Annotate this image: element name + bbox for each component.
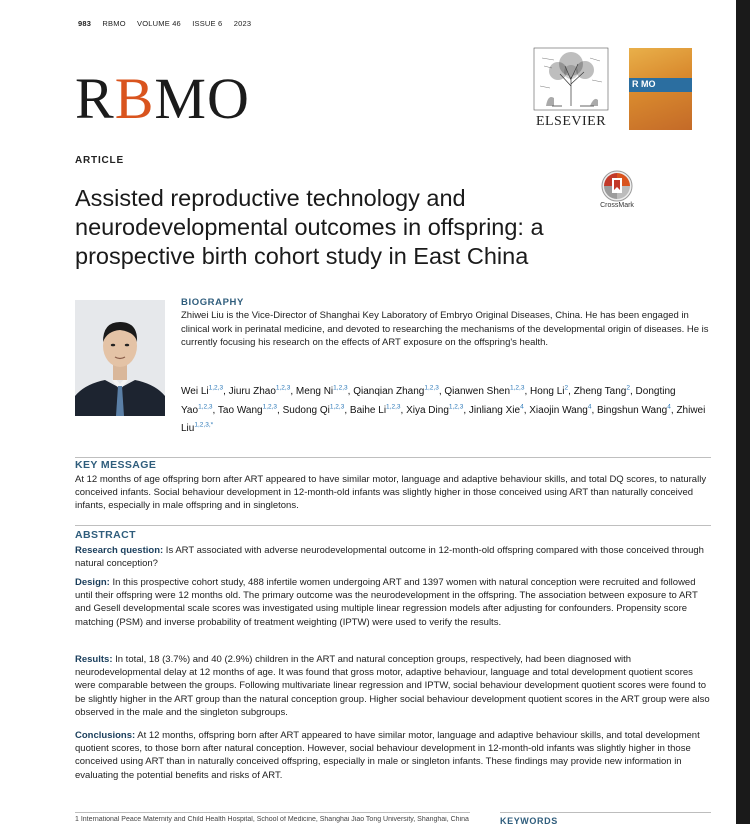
elsevier-tree-icon	[532, 46, 610, 112]
author-list	[181, 381, 711, 437]
author-affiliation: 1,2,3,*	[194, 422, 214, 430]
author-name: Xiaojin Wang	[529, 404, 588, 416]
logo-letter-r: R	[75, 66, 115, 131]
journal-logo[interactable]	[75, 66, 250, 131]
author-affiliation: 1,2,3	[329, 403, 345, 411]
research-question-text: Is ART associated with adverse neurodevelopmental outcome in 12-month-old offspring compared with those conceived through natural conception?	[75, 545, 704, 570]
author-separator: ,	[523, 404, 530, 416]
design-label: Design:	[75, 577, 110, 588]
author-separator: ,	[400, 404, 407, 416]
author-separator: ,	[670, 404, 677, 416]
footnote-divider	[75, 812, 470, 813]
keywords-divider	[500, 812, 711, 813]
author-separator: ,	[347, 386, 354, 398]
author-name: Zhiwei Liu	[181, 404, 706, 435]
author-name: Xiya Ding	[406, 404, 449, 416]
journal-abbrev: RBMO	[102, 19, 126, 28]
design-text: In this prospective cohort study, 488 infertile women undergoing ART and 1397 women with natural conception were recruited and followed until their offspring were 12 months old. The primary outcome was the neurodevelopment in the offspring. The association between exposure to ART and Gesell developmental scale scores was investigated using multiple linear regression models after adjusting for confounders. Propensity score matching (PSM) and inverse probability of treatment weighting (IPTW) were used to verify the results.	[75, 577, 698, 628]
author-affiliation: 4	[520, 403, 524, 411]
abstract-results	[75, 653, 711, 719]
author-photo	[75, 300, 165, 416]
author-affiliation: 1,2,3	[198, 403, 213, 411]
author-name: Hong Li	[530, 386, 565, 398]
running-head	[78, 19, 260, 28]
author[interactable]	[296, 386, 353, 397]
viewer-edge	[736, 0, 750, 824]
conclusions-text: At 12 months, offspring born after ART appeared to have similar motor, language and adaptive behaviour skills, and total development quotient scores, to those born after natural conception. However, social behaviour development in 12-month-old infants was slightly higher in those conceived using ART than in naturally conceived offspring, especially in male or singleton infants. These findings may provide new information in evaluating the potential benefits and risks of ART.	[75, 730, 700, 781]
year: 2023	[233, 19, 252, 28]
author[interactable]	[530, 386, 574, 397]
logo-letter-b: B	[114, 66, 155, 131]
author-name: Meng Ni	[295, 386, 334, 398]
author-name: Wei Li	[181, 386, 209, 398]
abstract-heading: ABSTRACT	[75, 529, 136, 541]
divider	[75, 525, 711, 526]
author-affiliation: 4	[667, 403, 671, 411]
author-name: Jinliang Xie	[468, 404, 521, 416]
author-name: Baihe Li	[349, 404, 387, 416]
logo-letters-mo: MO	[154, 66, 250, 131]
author-portrait-image	[75, 300, 165, 416]
author-separator: ,	[524, 386, 531, 398]
author-name: Dongting Yao	[181, 386, 676, 416]
abstract-conclusions	[75, 729, 711, 782]
crossmark-badge[interactable]	[597, 170, 637, 212]
author-affiliation: 1,2,3	[208, 385, 224, 392]
journal-cover-thumbnail[interactable]	[629, 48, 692, 130]
key-message-text: At 12 months of age offspring born after ART appeared to have similar motor, language and adaptive behaviour skills, and total DQ scores, to naturally conceived infants. Social behaviour development in 12-month-old infants was slightly higher in those conceived using ART than naturally conceived infants, especially in male offspring and in singletons.	[75, 474, 707, 512]
key-message-heading: KEY MESSAGE	[75, 459, 157, 471]
crossmark-label: CrossMark	[600, 202, 634, 209]
results-label: Results:	[75, 654, 113, 665]
author-name: Bingshun Wang	[597, 404, 668, 416]
crossmark-icon	[597, 170, 637, 202]
issue: ISSUE 6	[192, 19, 223, 28]
author-affiliation: 1,2,3	[424, 385, 439, 392]
author[interactable]	[444, 386, 530, 397]
author-separator: ,	[223, 386, 229, 398]
research-question-label: Research question:	[75, 545, 164, 556]
conclusions-label: Conclusions:	[75, 730, 136, 741]
author-name: Zheng Tang	[573, 386, 627, 398]
author-affiliation: 1,2,3	[510, 385, 525, 392]
author[interactable]	[597, 405, 676, 416]
author-separator: ,	[290, 386, 296, 398]
abstract-design	[75, 576, 711, 629]
author-affiliation: 1,2,3	[275, 385, 291, 392]
article-title: Assisted reproductive technology and neurodevelopmental outcomes in offspring: a prospective birth cohort study in East China	[75, 185, 544, 269]
author[interactable]	[181, 386, 229, 397]
elsevier-logo[interactable]	[532, 46, 610, 130]
author-separator: ,	[568, 386, 574, 398]
author[interactable]	[529, 405, 597, 416]
author-separator: ,	[212, 404, 218, 416]
author-affiliation: 1,2,3	[262, 403, 278, 411]
author[interactable]	[353, 386, 444, 397]
author-separator: ,	[591, 404, 598, 416]
author[interactable]	[283, 405, 350, 416]
author-affiliation: 2	[564, 385, 569, 392]
cover-title: R MO	[632, 79, 656, 89]
author-separator: ,	[344, 404, 350, 416]
biography-text: Zhiwei Liu is the Vice-Director of Shanghai Key Laboratory of Embryo Original Diseases, China. He has been engaged in clinical work in perinatal medicine, and devoted to researching the mechanisms of the developmental origin of diseases. He is currently focusing his research on the effects of ART exposure on the offspring's health.	[181, 310, 709, 349]
author[interactable]	[218, 405, 283, 416]
author-affiliation: 1,2,3	[386, 403, 401, 411]
publisher-name: ELSEVIER	[535, 114, 607, 129]
author-separator: ,	[438, 386, 445, 398]
page-number: 983	[78, 19, 92, 28]
author-separator: ,	[463, 404, 469, 416]
volume: VOLUME 46	[137, 19, 181, 28]
author[interactable]	[229, 386, 296, 397]
author-separator: ,	[629, 386, 636, 398]
affiliation-footnote: 1 International Peace Maternity and Child Health Hospital, School of Medicine, Shanghai Jiao Tong University, Shanghai, China	[75, 816, 469, 823]
divider	[75, 457, 711, 458]
abstract-research-question	[75, 544, 711, 570]
author-name: Jiuru Zhao	[228, 386, 276, 398]
author[interactable]	[469, 405, 529, 416]
article-type: ARTICLE	[75, 155, 124, 166]
keywords-heading: KEYWORDS	[500, 816, 558, 824]
author-name: Qianwen Shen	[444, 386, 511, 398]
author-affiliation: 2	[626, 385, 630, 392]
author-affiliation: 1,2,3	[333, 385, 348, 392]
author-separator: ,	[277, 404, 283, 416]
author-name: Qianqian Zhang	[353, 386, 425, 398]
author-name: Sudong Qi	[282, 404, 330, 416]
author[interactable]	[406, 405, 469, 416]
author-name: Tao Wang	[217, 404, 263, 416]
results-text: In total, 18 (3.7%) and 40 (2.9%) children in the ART and natural conception groups, respectively, had been diagnosed with neurodevelopmental delay at 12 months of age. It was found that gross motor, adaptive behaviour, language and total development quotient scores were comparable between the groups. Following multivariate linear regression and IPTW, social behaviour development quotient scores were found to be slightly higher in the ART group than the natural conception group. Higher social behaviour development quotient scores in the ART group were also observed in the male and the singleton subgroups.	[75, 654, 710, 718]
author[interactable]	[350, 405, 406, 416]
biography-heading: BIOGRAPHY	[181, 297, 244, 308]
author-affiliation: 1,2,3	[448, 403, 464, 411]
author-affiliation: 4	[587, 403, 592, 411]
author[interactable]	[574, 386, 636, 397]
